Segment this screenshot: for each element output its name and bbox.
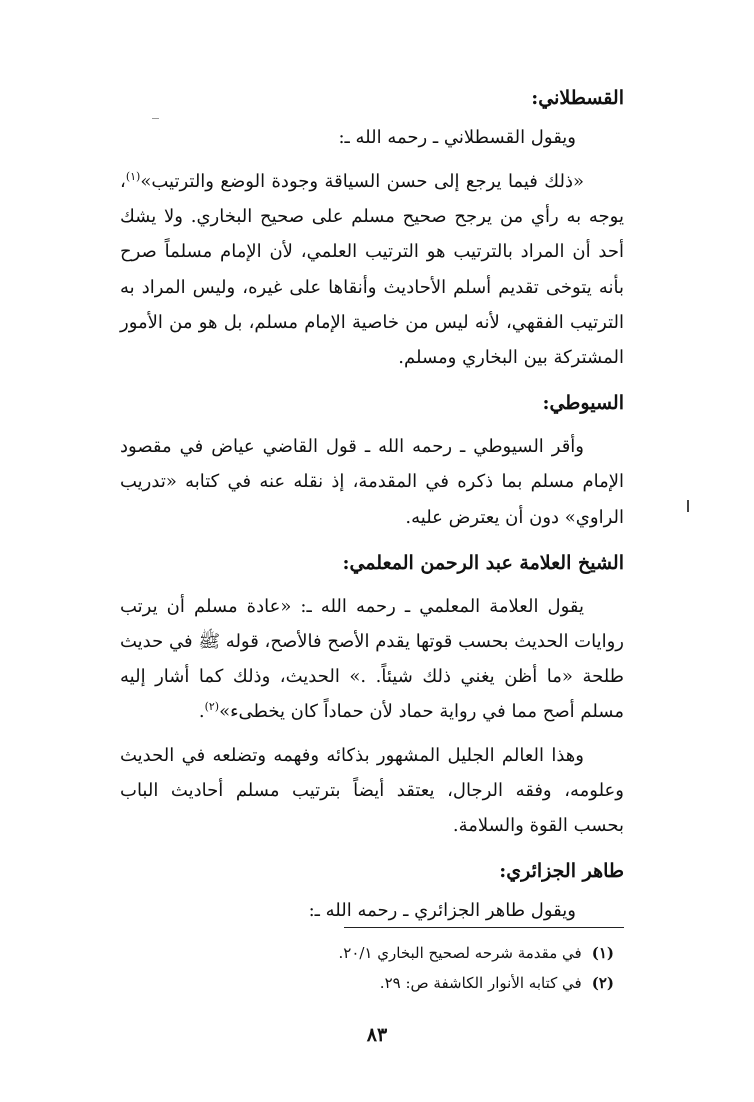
paragraph-muallimi-2: وهذا العالم الجليل المشهور بذكائه وفهمه وتضلعه في الحديث وعلومه، وفقه الرجال، يعتقد أيضاً بترتيب مسلم أحاديث الباب بحسب القوة والسلامة. — [120, 744, 624, 837]
footnote-2 — [120, 968, 614, 998]
paragraph-qastallani-part1: «ذلك فيما يرجع إلى حسن السياقة وجودة الوضع والترتيب» — [140, 171, 584, 192]
section-heading-muallimi: الشيخ العلامة عبد الرحمن المعلمي: — [342, 551, 624, 574]
paragraph-muallimi-part2: . — [198, 701, 205, 723]
footnote-ref-1: (١) — [125, 170, 141, 183]
scan-mark — [687, 500, 689, 512]
section-heading-qastallani: القسطلاني: — [531, 87, 624, 109]
section-intro-jazairi: ويقول طاهر الجزائري ـ رحمه الله ـ: — [308, 900, 576, 922]
paragraph-muallimi-part1: يقول العلامة المعلمي ـ رحمه الله ـ: «عادة مسلم أن يرتب روايات الحديث بحسب قوتها يقدم الأصح فالأصح، قوله ﷺ في حديث طلحة «ما أظن يغني ذلك شيئاً. .» الحديث، وذلك كما أشار إليه مسلم أصح مما في رواية حماد لأن حماداً كان يخطىء» — [120, 595, 624, 723]
footnote-number: (١) — [591, 944, 614, 962]
main-text — [120, 78, 624, 931]
section-heading-jazairi: طاهر الجزائري: — [499, 860, 624, 883]
footnote-text: في كتابه الأنوار الكاشفة ص: ٢٩. — [379, 974, 582, 992]
footnotes — [120, 938, 614, 998]
footnote-ref-2: (٢) — [204, 700, 220, 714]
section-intro-qastallani: ويقول القسطلاني ـ رحمه الله ـ: — [338, 127, 576, 148]
paragraph-qastallani-part2: ، يوجه به رأي من يرجح صحيح مسلم على صحيح البخاري. ولا يشك أحد أن المراد بالترتيب هو الترتيب العلمي، لأن الإمام مسلماً صرح بأنه يتوخى تقديم أسلم الأحاديث وأنقاها على غيره، وليس المراد به الترتيب الفقهي، لأنه ليس من خاصية الإمام مسلم، بل هو من الأمور المشتركة بين البخاري ومسلم. — [120, 171, 624, 369]
page-number: ٨٣ — [366, 1024, 388, 1046]
scan-mark — [152, 118, 159, 119]
footnote-text: في مقدمة شرحه لصحيح البخاري ٢٠/١. — [338, 944, 582, 962]
footnote-separator — [344, 927, 624, 928]
section-heading-suyuti: السيوطي: — [542, 392, 624, 415]
paragraph-suyuti: وأقر السيوطي ـ رحمه الله ـ قول القاضي عياض في مقصود الإمام مسلم بما ذكره في المقدمة، إذ نقله عنه في كتابه «تدريب الراوي» دون أن يعترض عليه. — [120, 436, 624, 528]
footnote-1 — [120, 938, 614, 968]
footnote-number: (٢) — [591, 974, 614, 992]
paragraph-muallimi — [120, 589, 624, 730]
paragraph-qastallani — [120, 164, 624, 375]
